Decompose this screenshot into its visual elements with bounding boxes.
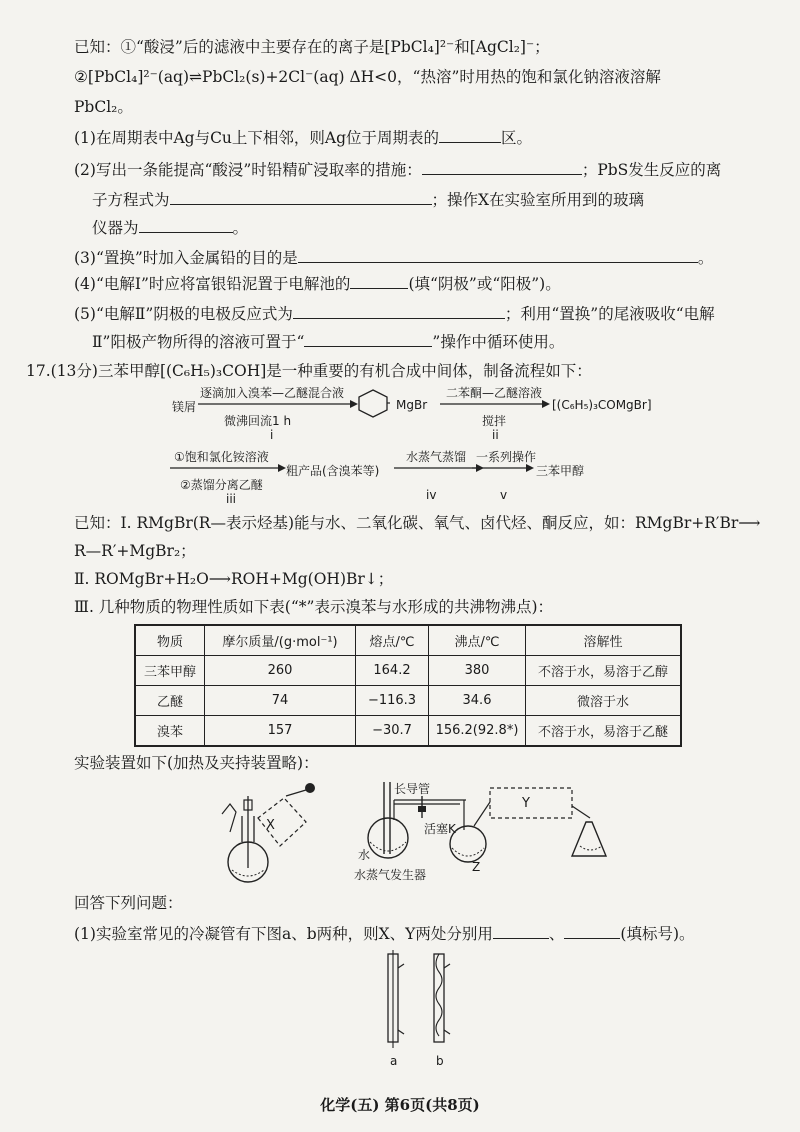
q16-1: (1)在周期表中Ag与Cu上下相邻，则Ag位于周期表的 区。: [74, 126, 532, 149]
flow-arrow-3: [170, 462, 286, 474]
q16-5a: (5)“电解Ⅱ”阴极的电极反应式为 ；利用“置换”的尾液吸收“电解: [74, 302, 715, 325]
page-footer: 化学(五) 第6页(共8页): [320, 1096, 480, 1114]
table-cell: 不溶于水，易溶于乙醇: [526, 656, 682, 686]
flow-final: 三苯甲醇: [536, 464, 585, 478]
flow-step5-top: 一系列操作: [476, 450, 537, 464]
apparatus-intro: 实验装置如下(加热及夹持装置略)：: [74, 754, 319, 772]
q16-4: (4)“电解Ⅰ”时应将富银铅泥置于电解池的 (填“阴极”或“阳极”)。: [74, 272, 561, 295]
flow-step1-top: 逐滴加入溴苯—乙醚混合液: [200, 386, 345, 400]
flow-mid-sub: MgBr: [396, 398, 428, 412]
table-row: [135, 656, 681, 686]
table-row: [135, 716, 681, 747]
condenser-diagram: [378, 950, 458, 1050]
label-long-tube: 长导管: [394, 782, 431, 796]
answer-blank[interactable]: [139, 216, 233, 233]
table-cell: 溴苯: [135, 716, 205, 747]
q16-2c: 仪器为 。: [92, 216, 248, 239]
table-header: 沸点/℃: [429, 625, 526, 656]
table-cell: 不溶于水，易溶于乙醚: [526, 716, 682, 747]
flow-product1: [(C₆H₅)₃COMgBr]: [552, 398, 652, 412]
flow-step5-num: v: [500, 488, 508, 502]
answer-blank[interactable]: [422, 158, 582, 175]
flow-step1-num: i: [270, 428, 274, 442]
table-cell: 157: [205, 716, 356, 747]
flow-crude: 粗产品(含溴苯等): [286, 464, 380, 478]
table-cell: −116.3: [356, 686, 429, 716]
q17-known-1b: R—R′+MgBr₂；: [74, 542, 196, 560]
table-header: 物质: [135, 625, 205, 656]
flow-step3-top: ①饱和氯化铵溶液: [174, 450, 269, 464]
table-cell: 380: [429, 656, 526, 686]
properties-table: [134, 624, 682, 747]
table-cell: 156.2(92.8*): [429, 716, 526, 747]
flow-step4-top: 水蒸气蒸馏: [406, 450, 467, 464]
answer-blank[interactable]: [293, 302, 505, 319]
q16-5b: Ⅱ”阳极产物所得的溶液可置于“ ”操作中循环使用。: [92, 330, 564, 353]
answer-prompt: 回答下列问题：: [74, 894, 183, 912]
known-line-3: PbCl₂。: [74, 98, 133, 116]
answer-blank[interactable]: [298, 246, 698, 263]
label-x: X: [266, 818, 275, 833]
flow-step3-bottom: ②蒸馏分离乙醚: [180, 478, 263, 492]
q16-2a: (2)写出一条能提高“酸浸”时铅精矿浸取率的措施： ；PbS发生反应的离: [74, 158, 721, 181]
label-generator: 水蒸气发生器: [354, 868, 427, 882]
flow-step3-num: iii: [226, 492, 237, 506]
label-water: 水: [358, 848, 371, 862]
flow-arrow-4: [394, 462, 484, 474]
flow-step2-top: 二苯酮—乙醚溶液: [446, 386, 543, 400]
q17-title: 17.(13分)三苯甲醇[(C₆H₅)₃COH]是一种重要的有机合成中间体，制备流程如下：: [26, 362, 592, 380]
flow-arrow-1: [198, 398, 358, 410]
table-cell: 164.2: [356, 656, 429, 686]
table-cell: 34.6: [429, 686, 526, 716]
answer-blank[interactable]: [350, 272, 408, 289]
answer-blank[interactable]: [493, 922, 549, 939]
flow-step1-bottom: 微沸回流1 h: [224, 414, 292, 428]
table-cell: 260: [205, 656, 356, 686]
flow-step2-num: ii: [492, 428, 499, 442]
table-header: 摩尔质量/(g·mol⁻¹): [205, 625, 356, 656]
q17-q1: (1)实验室常见的冷凝管有下图a、b两种，则X、Y两处分别用 、 (填标号)。: [74, 922, 695, 945]
table-cell: 乙醚: [135, 686, 205, 716]
table-row: [135, 686, 681, 716]
label-stopcock: 活塞K: [424, 822, 456, 836]
q17-known-1a: 已知：Ⅰ. RMgBr(R—表示烃基)能与水、二氧化碳、氧气、卤代烃、酮反应，如：RMgBr+R′Br⟶: [74, 514, 761, 532]
q16-2b: 子方程式为 ；操作X在实验室所用到的玻璃: [92, 188, 644, 211]
condenser-b-label: b: [436, 1054, 444, 1068]
table-cell: 三苯甲醇: [135, 656, 205, 686]
condenser-a-label: a: [390, 1054, 398, 1068]
flow-step2-bottom: 搅拌: [482, 414, 507, 428]
answer-blank[interactable]: [304, 330, 432, 347]
table-cell: 74: [205, 686, 356, 716]
flow-arrow-2: [440, 398, 550, 410]
table-cell: −30.7: [356, 716, 429, 747]
label-z: Z: [472, 860, 481, 874]
q16-3: (3)“置换”时加入金属铅的目的是 。: [74, 246, 713, 269]
answer-blank[interactable]: [439, 126, 501, 143]
answer-blank[interactable]: [170, 188, 432, 205]
label-y: Y: [522, 796, 530, 811]
flow-step4-num: iv: [426, 488, 437, 502]
flow-start: 镁屑: [172, 400, 197, 414]
known-line-1: 已知：①“酸浸”后的滤液中主要存在的离子是[PbCl₄]²⁻和[AgCl₂]⁻；: [74, 38, 550, 56]
table-header: 溶解性: [526, 625, 682, 656]
benzene-ring-icon: [356, 388, 390, 418]
q17-known-2: Ⅱ. ROMgBr+H₂O⟶ROH+Mg(OH)Br↓；: [74, 570, 394, 588]
table-header-row: [135, 625, 681, 656]
known-line-2: ②[PbCl₄]²⁻(aq)⇌PbCl₂(s)+2Cl⁻(aq) ΔH<0，“热溶”时用热的饱和氯化钠溶液溶解: [74, 68, 661, 86]
table-header: 熔点/℃: [356, 625, 429, 656]
table-cell: 微溶于水: [526, 686, 682, 716]
answer-blank[interactable]: [564, 922, 620, 939]
flow-arrow-5: [472, 462, 534, 474]
steam-distillation-diagram: [340, 776, 630, 876]
q17-known-3: Ⅲ. 几种物质的物理性质如下表(“*”表示溴苯与水形成的共沸物沸点)：: [74, 598, 553, 616]
